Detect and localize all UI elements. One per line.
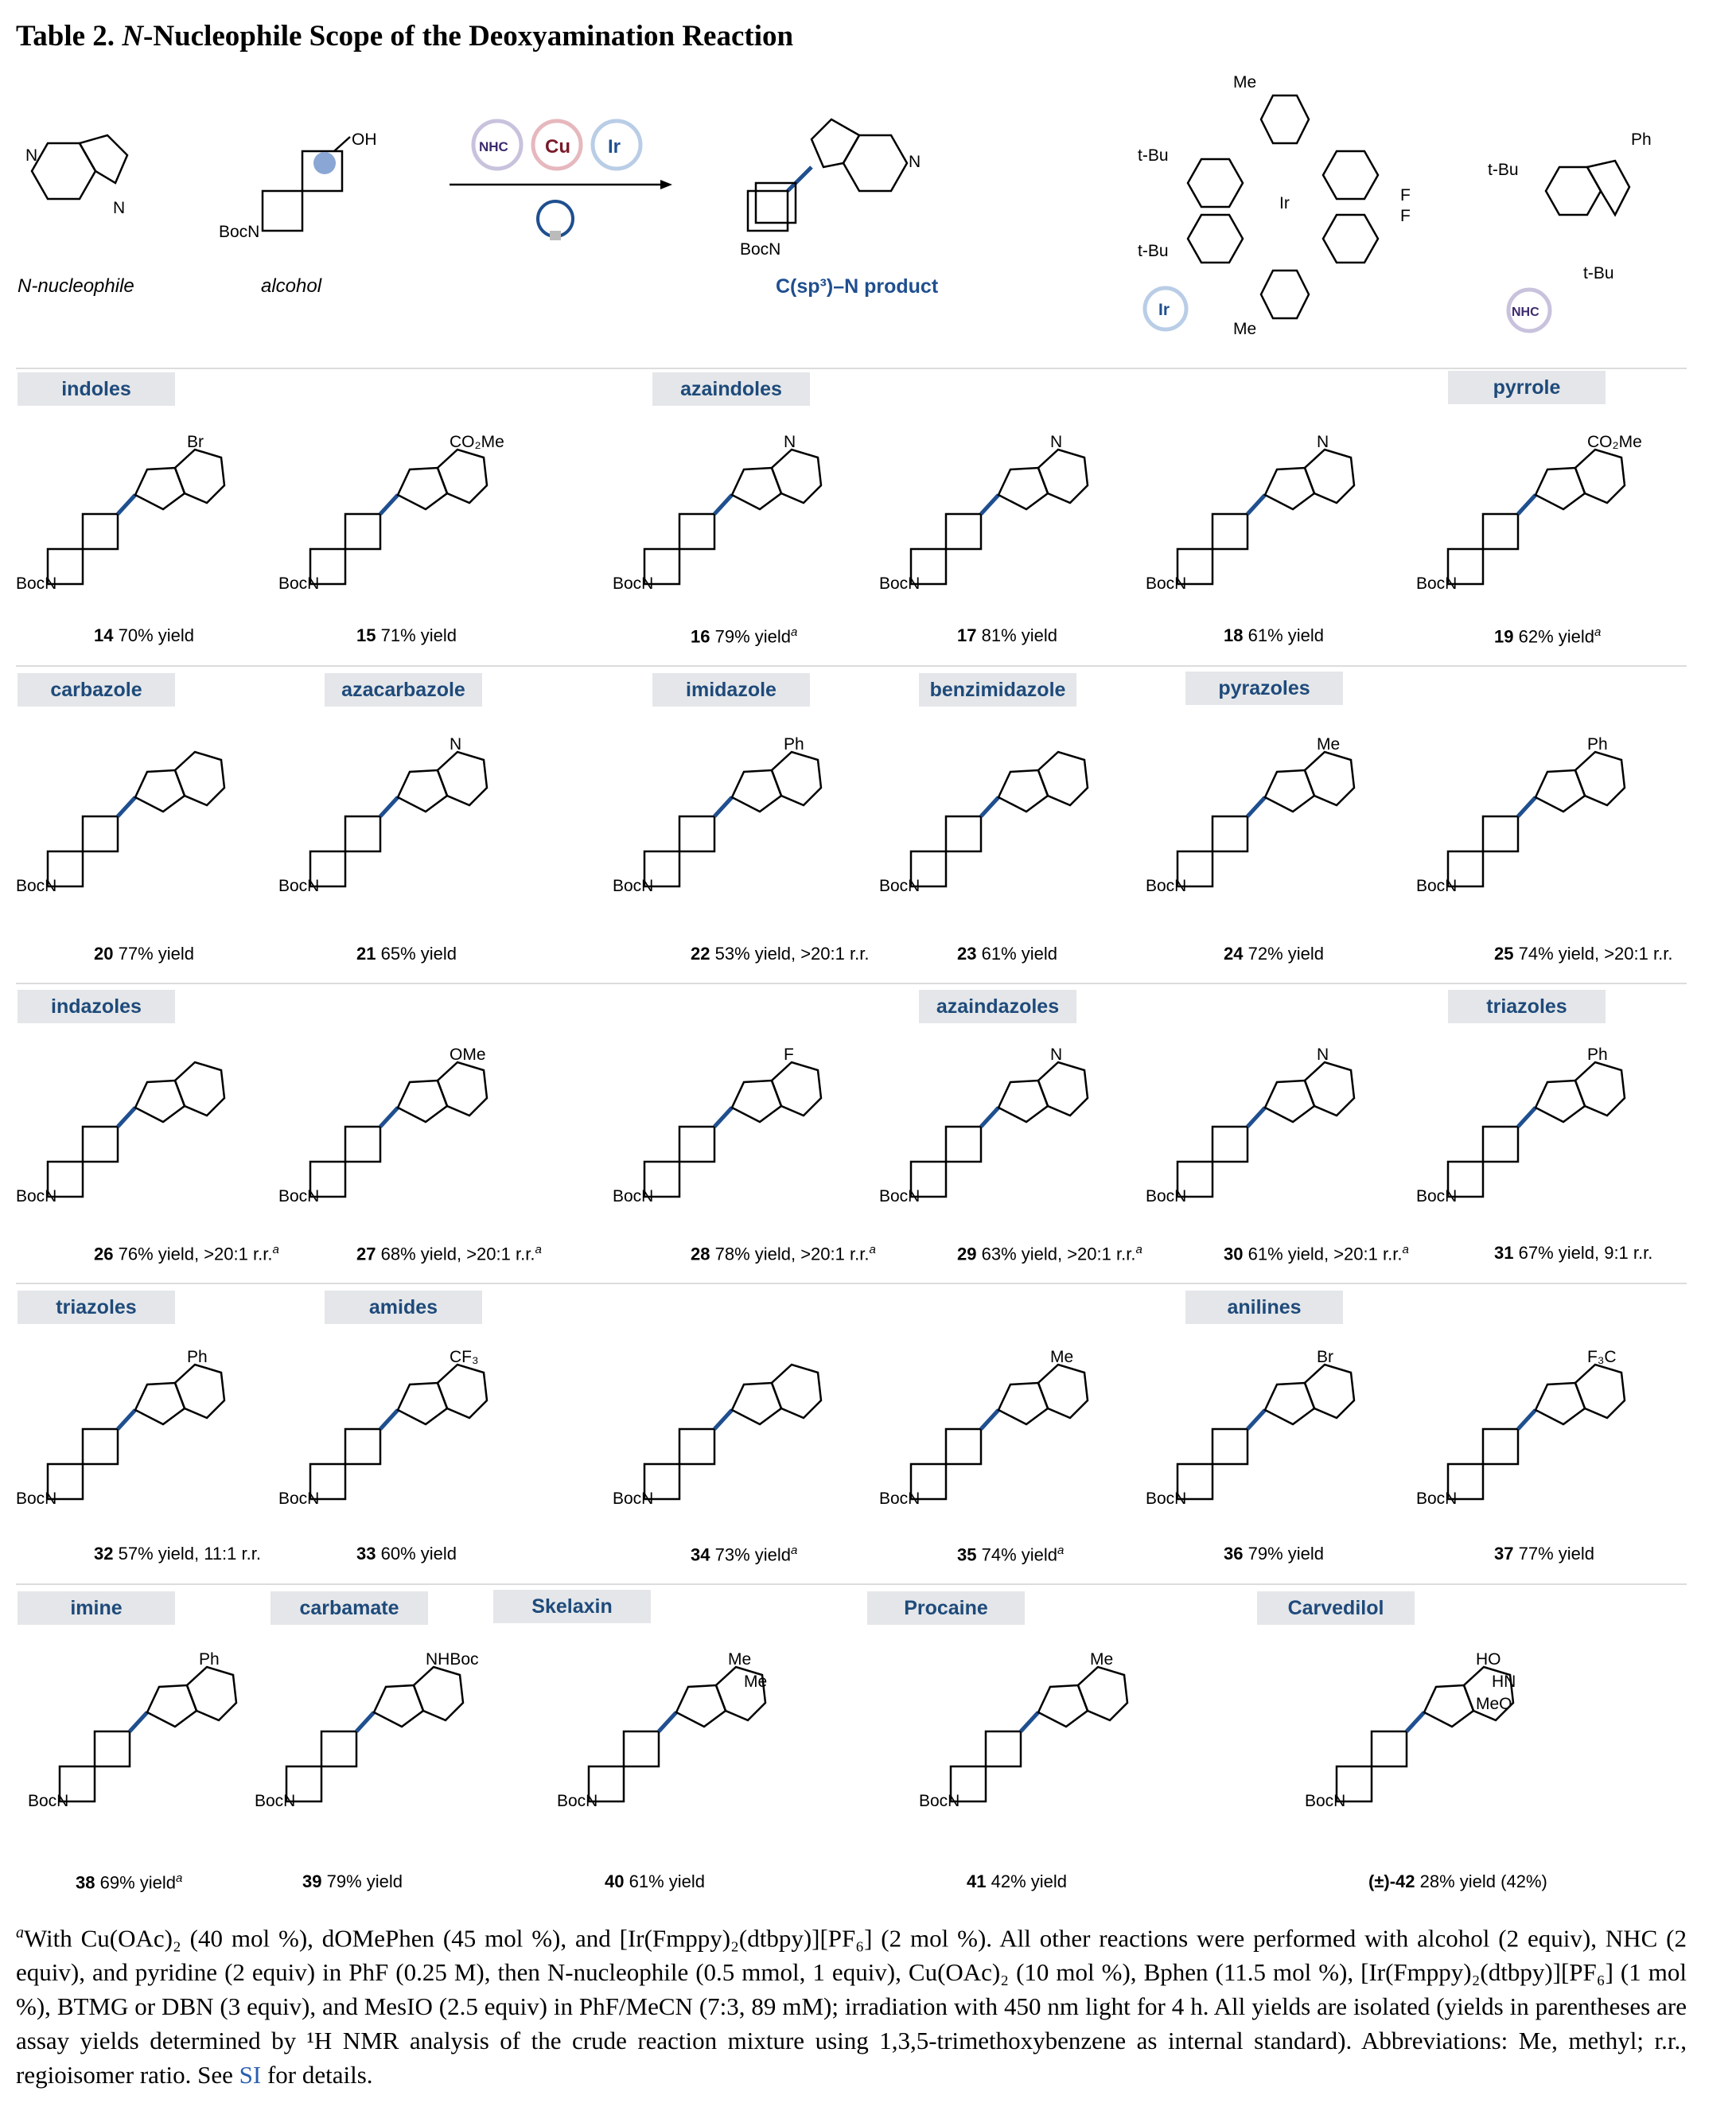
substituent-label: N [1050, 433, 1063, 451]
compound-structure [1416, 1042, 1655, 1237]
compound-number: 16 [691, 626, 710, 647]
compound-number: 35 [957, 1544, 977, 1565]
svg-text:Ir: Ir [608, 136, 621, 158]
compound-yield: 79% yield [1243, 1544, 1324, 1564]
compound-caption [356, 625, 457, 646]
alcohol-label: alcohol [261, 275, 322, 297]
svg-text:Ph: Ph [1631, 130, 1652, 149]
svg-text:F: F [1400, 186, 1411, 204]
compound-caption [1368, 1871, 1547, 1892]
structure-drawing [278, 1345, 517, 1536]
compound-caption [94, 1243, 279, 1264]
structure-drawing [613, 1345, 851, 1536]
compound-yield: 74% yield, >20:1 r.r. [1513, 944, 1673, 964]
boc-label: BocN [278, 1490, 320, 1508]
category-anilines: anilines [1185, 1291, 1343, 1324]
compound-caption [957, 944, 1057, 964]
compound-number: 14 [94, 625, 114, 645]
substituent-label: Me [728, 1650, 752, 1669]
structure-drawing [613, 732, 851, 923]
compound-yield: 81% yield [976, 625, 1057, 645]
compound-caption [691, 1544, 797, 1565]
compound-structure [278, 1345, 517, 1540]
compound-yield: 28% yield (42%) [1415, 1871, 1547, 1891]
compound-number: 24 [1224, 944, 1244, 964]
boc-label: BocN [16, 1490, 57, 1508]
compound-yield: 62% yield [1513, 626, 1594, 647]
substituent-label: N [1317, 1046, 1329, 1064]
compound-yield: 67% yield, 9:1 r.r. [1513, 1243, 1653, 1263]
footnote-mark: a [791, 1544, 798, 1557]
compound-number: 23 [957, 944, 977, 964]
structure-drawing [16, 732, 255, 923]
category-triazoles: triazoles [1448, 990, 1606, 1023]
compound-caption [1494, 625, 1601, 647]
structure-drawing [1146, 430, 1384, 621]
category-carbazole: carbazole [18, 673, 175, 707]
compound-caption [957, 625, 1057, 646]
boc-label: BocN [16, 574, 57, 593]
substituent-label: N [1317, 433, 1329, 451]
footnote-mark: a [1594, 625, 1602, 639]
scheme-alcohol-structure [215, 127, 390, 247]
compound-caption [1224, 625, 1324, 646]
boc-label: BocN [1416, 877, 1458, 895]
compound-yield: 71% yield [376, 625, 457, 645]
table-title: Table 2. N-Nucleophile Scope of the Deoxyamination Reaction [16, 20, 794, 53]
structure-drawing [879, 732, 1118, 923]
boc-label: BocN [879, 1490, 921, 1508]
substituent-label: Me [744, 1673, 768, 1691]
boc-label: BocN [1416, 1490, 1458, 1508]
substituent-label: OMe [450, 1046, 486, 1064]
footnote-mark: a [272, 1243, 279, 1256]
category-pyrrole: pyrrole [1448, 371, 1606, 404]
compound-yield: 77% yield [113, 944, 194, 964]
compound-number: 39 [302, 1871, 322, 1891]
compound-yield: 77% yield [1513, 1544, 1594, 1564]
footnote-mark: a [869, 1243, 876, 1256]
structure-drawing [278, 732, 517, 923]
substituent-label: Me [1050, 1348, 1074, 1366]
boc-label: BocN [278, 1187, 320, 1205]
compound-number: 19 [1494, 626, 1514, 647]
structure-drawing [879, 1042, 1118, 1233]
compound-structure [16, 1042, 255, 1237]
compound-yield: 70% yield [113, 625, 194, 645]
svg-text:t-Bu: t-Bu [1583, 264, 1614, 282]
svg-text:Me: Me [1233, 73, 1257, 92]
svg-text:N: N [113, 199, 126, 217]
category-pyrazoles: pyrazoles [1185, 672, 1343, 705]
compound-structure [613, 430, 851, 625]
compound-caption [1494, 1544, 1594, 1564]
compound-caption [1224, 1544, 1324, 1564]
compound-structure [1305, 1647, 1639, 1842]
structure-drawing [1416, 732, 1655, 923]
svg-text:BocN: BocN [219, 223, 260, 241]
compound-caption [957, 1544, 1064, 1565]
compound-number: 27 [356, 1244, 376, 1264]
compound-yield: 61% yield [976, 944, 1057, 964]
compound-caption [94, 625, 194, 646]
compound-structure [879, 732, 1118, 927]
substituent-label: Ph [1587, 1046, 1608, 1064]
boc-label: BocN [16, 877, 57, 895]
substituent-label: N [784, 433, 796, 451]
category-skelaxin: Skelaxin [493, 1590, 651, 1623]
compound-number: 28 [691, 1244, 710, 1264]
boc-label: BocN [1416, 1187, 1458, 1205]
compound-yield: 69% yield [95, 1872, 176, 1893]
substituent-label: Ph [784, 735, 804, 754]
boc-label: BocN [1146, 1490, 1187, 1508]
boc-label: BocN [1305, 1792, 1346, 1810]
category-benzimidazole: benzimidazole [919, 673, 1076, 707]
compound-yield: 61% yield [1243, 625, 1324, 645]
compound-caption [691, 1243, 876, 1264]
compound-structure [879, 1042, 1118, 1237]
compound-number: 40 [605, 1871, 625, 1891]
svg-text:t-Bu: t-Bu [1488, 161, 1519, 179]
substituent-label: NHBoc [426, 1650, 479, 1669]
structure-drawing [1146, 732, 1384, 923]
compound-yield: 61% yield [624, 1871, 705, 1891]
compound-structure [16, 732, 255, 927]
compound-caption [1224, 944, 1324, 964]
iridium-catalyst-structure [1130, 72, 1432, 342]
svg-text:Ir: Ir [1279, 194, 1290, 212]
svg-text:t-Bu: t-Bu [1138, 146, 1169, 165]
compound-yield: 63% yield, >20:1 r.r. [976, 1244, 1136, 1264]
compound-structure [278, 732, 517, 927]
compound-structure [557, 1647, 812, 1842]
compound-number: 22 [691, 944, 710, 964]
svg-text:OH: OH [352, 130, 377, 149]
footnote-mark: a [176, 1871, 183, 1885]
compound-yield: 65% yield [376, 944, 457, 964]
svg-text:N: N [25, 146, 38, 165]
compound-number: 26 [94, 1244, 114, 1264]
compound-number: 36 [1224, 1544, 1244, 1564]
compound-yield: 74% yield [976, 1544, 1057, 1565]
structure-drawing [278, 1042, 517, 1233]
compound-structure [1146, 732, 1384, 927]
compound-caption [302, 1871, 403, 1892]
substituent-label: F₃C [1587, 1348, 1617, 1366]
substituent-label: Ph [187, 1348, 208, 1366]
compound-number: 15 [356, 625, 376, 645]
compound-number: 38 [76, 1872, 95, 1893]
category-imine: imine [18, 1591, 175, 1625]
structure-drawing [613, 1042, 851, 1233]
structure-drawing [879, 1345, 1118, 1536]
boc-label: BocN [1146, 574, 1187, 593]
structure-drawing [1416, 1042, 1655, 1233]
compound-yield: 61% yield, >20:1 r.r. [1243, 1244, 1403, 1264]
compound-structure [879, 1345, 1118, 1540]
substituent-label: HN [1492, 1673, 1516, 1691]
compound-yield: 73% yield [710, 1544, 791, 1565]
compound-caption [1224, 1243, 1409, 1264]
compound-number: 25 [1494, 944, 1514, 964]
structure-drawing [16, 1345, 255, 1536]
compound-structure [1416, 1345, 1655, 1540]
product-label: C(sp³)–N product [776, 275, 939, 298]
compound-structure [1146, 430, 1384, 625]
boc-label: BocN [879, 877, 921, 895]
substituent-label: N [1050, 1046, 1063, 1064]
compound-structure [16, 1345, 255, 1540]
nucleophile-label: N-nucleophile [18, 275, 134, 297]
footnote-mark: a [535, 1243, 542, 1256]
scheme-nucleophile-structure [16, 119, 175, 239]
compound-number: 41 [967, 1871, 987, 1891]
boc-label: BocN [278, 574, 320, 593]
compound-yield: 72% yield [1243, 944, 1324, 964]
compound-structure [613, 1345, 851, 1540]
compound-yield: 79% yield [321, 1871, 403, 1891]
compound-number: 20 [94, 944, 114, 964]
compound-structure [1416, 732, 1655, 927]
compound-yield: 60% yield [376, 1544, 457, 1564]
svg-text:NHC: NHC [1512, 306, 1539, 319]
boc-label: BocN [1146, 877, 1187, 895]
compound-structure [879, 430, 1118, 625]
compound-structure [255, 1647, 509, 1842]
compound-caption [967, 1871, 1067, 1892]
compound-caption [94, 1544, 261, 1564]
substituent-label: HO [1476, 1650, 1501, 1669]
compound-caption [356, 1544, 457, 1564]
category-amides: amides [325, 1291, 482, 1324]
compound-caption [94, 944, 194, 964]
compound-structure [919, 1647, 1174, 1842]
compound-number: 30 [1224, 1244, 1244, 1264]
compound-yield: 76% yield, >20:1 r.r. [113, 1244, 273, 1264]
boc-label: BocN [613, 1187, 654, 1205]
structure-drawing [1305, 1647, 1639, 1838]
compound-number: 21 [356, 944, 376, 964]
structure-drawing [557, 1647, 812, 1838]
divider [16, 1583, 1687, 1585]
footnote-mark: a [791, 625, 798, 639]
compound-structure [16, 430, 255, 625]
svg-text:BocN: BocN [740, 240, 781, 259]
boc-label: BocN [557, 1792, 598, 1810]
svg-text:t-Bu: t-Bu [1138, 242, 1169, 260]
substituent-label: MeO [1476, 1695, 1512, 1713]
category-triazoles-2: triazoles [18, 1291, 175, 1324]
compound-caption [356, 1243, 542, 1264]
compound-yield: 53% yield, >20:1 r.r. [710, 944, 870, 964]
divider [16, 1283, 1687, 1284]
compound-structure [278, 1042, 517, 1237]
compound-yield: 57% yield, 11:1 r.r. [113, 1544, 261, 1564]
substituent-label: CO₂Me [1587, 433, 1642, 451]
divider [16, 665, 1687, 667]
boc-label: BocN [28, 1792, 69, 1810]
compound-structure [1146, 1042, 1384, 1237]
category-procaine: Procaine [867, 1591, 1025, 1625]
compound-number: 33 [356, 1544, 376, 1564]
structure-drawing [1146, 1042, 1384, 1233]
compound-caption [1494, 1243, 1652, 1264]
compound-number: (±)-42 [1368, 1871, 1415, 1891]
compound-structure [1146, 1345, 1384, 1540]
compound-structure [613, 732, 851, 927]
compound-number: 34 [691, 1544, 710, 1565]
boc-label: BocN [613, 1490, 654, 1508]
structure-drawing [1416, 430, 1655, 621]
boc-label: BocN [879, 574, 921, 593]
category-carbamate: carbamate [271, 1591, 428, 1625]
divider [16, 983, 1687, 984]
category-carvedilol: Carvedilol [1257, 1591, 1415, 1625]
compound-number: 17 [957, 625, 977, 645]
substituent-label: CO₂Me [450, 433, 504, 451]
compound-number: 32 [94, 1544, 114, 1564]
catalyst-badges [446, 111, 684, 247]
category-azacarbazole: azacarbazole [325, 673, 482, 707]
structure-drawing [255, 1647, 509, 1838]
structure-drawing [1146, 1345, 1384, 1536]
compound-yield: 78% yield, >20:1 r.r. [710, 1244, 870, 1264]
category-indoles: indoles [18, 372, 175, 406]
compound-caption [605, 1871, 705, 1892]
compound-caption [691, 944, 869, 964]
structure-drawing [919, 1647, 1174, 1838]
compound-structure [278, 430, 517, 625]
boc-label: BocN [613, 877, 654, 895]
structure-drawing [278, 430, 517, 621]
category-azaindoles: azaindoles [652, 372, 810, 406]
compound-structure [1416, 430, 1655, 625]
substituent-label: N [450, 735, 462, 754]
substituent-label: CF₃ [450, 1348, 479, 1366]
svg-text:N: N [909, 153, 921, 171]
footnote-mark: a [1402, 1243, 1409, 1256]
compound-number: 37 [1494, 1544, 1514, 1564]
substituent-label: Ph [199, 1650, 220, 1669]
svg-text:Me: Me [1233, 320, 1257, 338]
compound-structure [28, 1647, 282, 1842]
boc-label: BocN [255, 1792, 296, 1810]
boc-label: BocN [1416, 574, 1458, 593]
substituent-label: Ph [1587, 735, 1608, 754]
structure-drawing [28, 1647, 282, 1838]
substituent-label: Br [187, 433, 204, 451]
table-footnote: $^a$With Cu(OAc)₂ (40 mol %), dOMePhen (45 mol %), and [Ir(Fmppy)₂(dtbpy)][PF₆] (2 mol %). All other reactions were performed with alcohol (2 equiv), NHC (2 equiv), and pyridine (2 equiv) in PhF (0.25 M), then N-nucleophile (0.5 mmol, 1 equiv), Cu(OAc)₂ (10 mol %), Bphen (11.5 mol %), [Ir(Fmppy)₂(dtbpy)][PF₆] (1 mol %), BTMG or DBN (3 equiv), and MesIO (2.5 equiv) in PhF/MeCN (7:3, 89 mM); irradiation with 450 nm light for 4 h. All yields are isolated (yields in parentheses are assay yields determined by ¹H NMR analysis of the crude reaction mixture using 1,3,5-trimethoxybenzene as internal standard). Abbreviations: Me, methyl; r.r., regioisomer ratio. See SI for details. [16, 1924, 1687, 2089]
compound-structure [613, 1042, 851, 1237]
structure-drawing [16, 430, 255, 621]
structure-drawing [879, 430, 1118, 621]
compound-yield: 42% yield [986, 1871, 1067, 1891]
boc-label: BocN [278, 877, 320, 895]
structure-drawing [613, 430, 851, 621]
structure-drawing [1416, 1345, 1655, 1536]
svg-text:Ir: Ir [1158, 301, 1170, 319]
spiro-alcohol-drawing [215, 127, 390, 247]
compound-number: 31 [1494, 1243, 1514, 1263]
azaindole-nucleophile-drawing [16, 119, 175, 239]
nhc-precatalyst-structure [1488, 127, 1687, 334]
compound-number: 18 [1224, 625, 1244, 645]
compound-caption [691, 625, 797, 647]
compound-caption [957, 1243, 1142, 1264]
category-azaindazoles: azaindazoles [919, 990, 1076, 1023]
boc-label: BocN [919, 1792, 960, 1810]
substituent-label: Me [1317, 735, 1341, 754]
footnote-mark: a [1135, 1243, 1142, 1256]
boc-label: BocN [16, 1187, 57, 1205]
svg-text:NHC: NHC [479, 139, 508, 154]
compound-number: 29 [957, 1244, 977, 1264]
divider [16, 368, 1687, 369]
si-link[interactable]: SI [239, 2061, 262, 2089]
boc-label: BocN [613, 574, 654, 593]
footnote-mark: a [1057, 1544, 1065, 1557]
boc-label: BocN [879, 1187, 921, 1205]
svg-text:Cu: Cu [545, 136, 570, 158]
substituent-label: Me [1090, 1650, 1114, 1669]
boc-label: BocN [1146, 1187, 1187, 1205]
substituent-label: F [784, 1046, 794, 1064]
compound-yield: 79% yield [710, 626, 791, 647]
category-imidazole: imidazole [652, 673, 810, 707]
structure-drawing [16, 1042, 255, 1233]
compound-yield: 68% yield, >20:1 r.r. [376, 1244, 535, 1264]
svg-text:F: F [1400, 207, 1411, 225]
compound-caption [356, 944, 457, 964]
scheme-product-structure [740, 103, 995, 271]
compound-caption [76, 1871, 182, 1893]
compound-caption [1494, 944, 1672, 964]
substituent-label: Br [1317, 1348, 1333, 1366]
category-indazoles: indazoles [18, 990, 175, 1023]
